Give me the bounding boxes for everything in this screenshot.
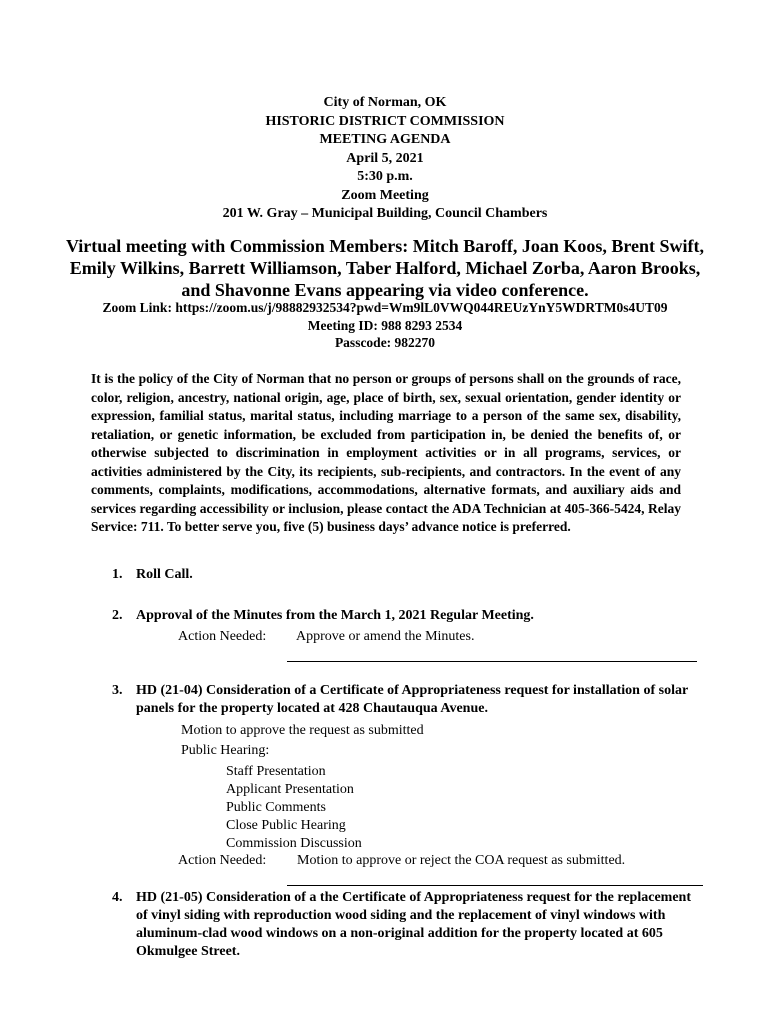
agenda-header	[0, 94, 770, 224]
hearing-step: Applicant Presentation	[226, 782, 354, 797]
header-commission: HISTORIC DISTRICT COMMISSION	[265, 113, 505, 129]
zoom-passcode: Passcode: 982270	[334, 335, 436, 350]
item-title: HD (21-05) Consideration of a the Certificate of Appropriateness request for the replacement of vinyl siding with reproduction wood siding and the replacement of vinyl windows with aluminum-clad wood windows on a non-original addition for the property located at 605 Okmulgee Street.	[136, 890, 691, 959]
item-3-action-text: Motion to approve or reject the COA request as submitted.	[297, 853, 626, 868]
header-format: Zoom Meeting	[341, 187, 429, 203]
item-3-action-label: Action Needed:	[178, 853, 267, 868]
item-3-motion: Motion to approve the request as submitted	[181, 723, 424, 738]
zoom-info	[0, 299, 770, 352]
item-number: 3.	[112, 683, 123, 698]
signature-line	[287, 661, 697, 662]
members-statement: Virtual meeting with Commission Members: Mitch Baroff, Joan Koos, Brent Swift, Emily Wilkins, Barrett Williamson, Taber Halford, Michael Zorba, Aaron Brooks, and Shavonne Evans appearing via video conference.	[65, 236, 705, 300]
item-title: HD (21-04) Consideration of a Certificate of Appropriateness request for installation of solar panels for the property located at 428 Chautauqua Avenue.	[136, 683, 688, 716]
agenda-item-3	[112, 682, 692, 718]
item-2-action-text: Approve or amend the Minutes.	[296, 629, 475, 644]
zoom-meeting-id: Meeting ID: 988 8293 2534	[307, 317, 463, 333]
header-doc-type: MEETING AGENDA	[319, 132, 451, 147]
header-city: City of Norman, OK	[323, 95, 447, 110]
hearing-step: Staff Presentation	[226, 764, 326, 779]
item-number: 1.	[112, 567, 123, 582]
nondiscrimination-policy: It is the policy of the City of Norman that no person or groups of persons shall on the grounds of race, color, religion, ancestry, national origin, age, place of birth, sex, sexual orientation, gender identity or expression, familial status, marital status, including marriage to a person of the same sex, disability, retaliation, or genetic information, be excluded from participation in, be denied the benefits of, or otherwise subjected to discrimination in employment activities or in all programs, services, or activities administered by the City, its recipients, sub-recipients, and contractors. In the event of any comments, complaints, modifications, accommodations, alternative formats, and auxiliary aids and services regarding accessibility or inclusion, please contact the ADA Technician at 405-366-5424, Relay Service: 711. To better serve you, five (5) business days’ advance notice is preferred.	[91, 371, 681, 534]
agenda-item-2	[112, 607, 534, 625]
signature-line	[287, 885, 703, 886]
header-date: April 5, 2021	[346, 150, 424, 166]
header-location: 201 W. Gray – Municipal Building, Council Chambers	[222, 206, 548, 221]
header-time: 5:30 p.m.	[357, 169, 413, 184]
zoom-link-label: Zoom Link:	[102, 300, 176, 315]
hearing-step: Close Public Hearing	[226, 818, 346, 833]
item-title: Approval of the Minutes from the March 1, 2021 Regular Meeting.	[136, 608, 534, 623]
zoom-link-line	[0, 299, 770, 317]
item-number: 2.	[112, 608, 123, 623]
agenda-item-1	[112, 566, 193, 584]
item-title: Roll Call.	[136, 567, 193, 582]
item-3-hearing-label: Public Hearing:	[181, 743, 270, 758]
hearing-step: Public Comments	[226, 800, 326, 815]
zoom-link[interactable]: https://zoom.us/j/98882932534?pwd=Wm9lL0VWQ044REUzYnY5WDRTM0s4UT09	[175, 300, 668, 315]
item-2-action-label: Action Needed:	[178, 629, 267, 644]
hearing-step: Commission Discussion	[226, 836, 362, 851]
item-number: 4.	[112, 890, 123, 905]
agenda-item-4	[112, 889, 692, 961]
